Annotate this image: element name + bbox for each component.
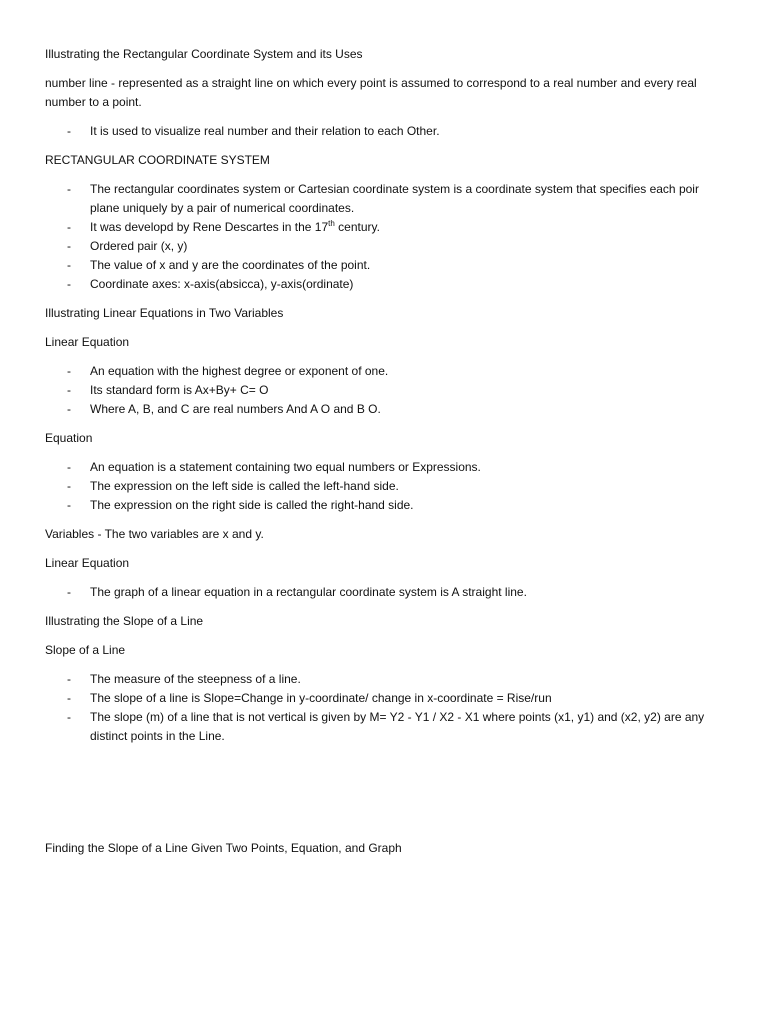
list-item-text: Ordered pair (x, y) — [90, 239, 188, 253]
list-item-text: Where A, B, and C are real numbers And A O and B O. — [90, 402, 381, 416]
list-item — [45, 708, 717, 746]
dash-bullet: - — [67, 460, 71, 474]
list-item — [45, 362, 717, 381]
list-item-text: Coordinate axes: x-axis(absicca), y-axis(ordinate) — [90, 277, 354, 291]
list-item — [45, 275, 717, 294]
list-item-text: The slope (m) of a line that is not vertical is given by M= Y2 - Y1 / X2 - X1 where points (x1, y1) and (x2, y2) are any distinct points in the Line. — [90, 710, 705, 743]
heading-finding-slope: Finding the Slope of a Line Given Two Points, Equation, and Graph — [45, 841, 402, 855]
list-item-text: The rectangular coordinates system or Cartesian coordinate system is a coordinate system that specifies each poir plane uniquely by a pair of numerical coordinates. — [90, 182, 699, 215]
list-item — [45, 256, 717, 275]
list-item — [45, 218, 717, 237]
heading-linear-equation-2: Linear Equation — [45, 556, 130, 570]
heading-rectangular-coordinate-system: Illustrating the Rectangular Coordinate System and its Uses — [45, 47, 363, 61]
heading-equation: Equation — [45, 431, 93, 445]
dash-bullet: - — [67, 182, 71, 196]
dash-bullet: - — [67, 498, 71, 512]
list-item-text: The expression on the left side is called the left-hand side. — [90, 479, 399, 493]
vertical-spacer — [45, 756, 717, 839]
list-item — [45, 122, 717, 141]
equation-list — [45, 458, 717, 515]
list-item-text: The slope of a line is Slope=Change in y-coordinate/ change in x-coordinate = Rise/run — [90, 691, 552, 705]
list-item-text: The expression on the right side is called the right-hand side. — [90, 498, 414, 512]
list-item — [45, 496, 717, 515]
rectangular-system-list — [45, 180, 717, 294]
list-item-text: It was developd by Rene Descartes in the 17 — [90, 220, 329, 234]
dash-bullet: - — [67, 585, 71, 599]
slope-list — [45, 670, 717, 746]
list-item-text: The graph of a linear equation in a rectangular coordinate system is A straight line. — [90, 585, 527, 599]
heading-rectangular-system-caps: RECTANGULAR COORDINATE SYSTEM — [45, 153, 270, 167]
list-item-text: An equation is a statement containing two equal numbers or Expressions. — [90, 460, 481, 474]
dash-bullet: - — [67, 479, 71, 493]
dash-bullet: - — [67, 383, 71, 397]
list-item — [45, 689, 717, 708]
heading-linear-equation: Linear Equation — [45, 335, 130, 349]
heading-linear-equations: Illustrating Linear Equations in Two Variables — [45, 306, 284, 320]
list-item-text: The measure of the steepness of a line. — [90, 672, 301, 686]
number-line-list — [45, 122, 717, 141]
list-item — [45, 458, 717, 477]
list-item — [45, 381, 717, 400]
dash-bullet: - — [67, 258, 71, 272]
linear-equation-list — [45, 362, 717, 419]
dash-bullet: - — [67, 124, 71, 138]
list-item-text-continued: century. — [334, 220, 380, 234]
variables-definition: Variables - The two variables are x and y. — [45, 527, 264, 541]
dash-bullet: - — [67, 710, 71, 724]
list-item-text: The value of x and y are the coordinates of the point. — [90, 258, 371, 272]
dash-bullet: - — [67, 277, 71, 291]
linear-equation-graph-list — [45, 583, 717, 602]
list-item — [45, 400, 717, 419]
document-page — [45, 45, 717, 868]
heading-slope-illustrating: Illustrating the Slope of a Line — [45, 614, 204, 628]
list-item — [45, 237, 717, 256]
superscript: th — [328, 219, 335, 228]
list-item — [45, 477, 717, 496]
list-item-text: An equation with the highest degree or exponent of one. — [90, 364, 389, 378]
dash-bullet: - — [67, 239, 71, 253]
dash-bullet: - — [67, 691, 71, 705]
list-item-text: Its standard form is Ax+By+ C= O — [90, 383, 269, 397]
dash-bullet: - — [67, 220, 71, 234]
heading-slope-of-line: Slope of a Line — [45, 643, 126, 657]
list-item-text: It is used to visualize real number and their relation to each Other. — [90, 124, 440, 138]
dash-bullet: - — [67, 672, 71, 686]
dash-bullet: - — [67, 402, 71, 416]
list-item — [45, 670, 717, 689]
number-line-definition: number line - represented as a straight line on which every point is assumed to correspond to a real number and every real number to a point. — [45, 76, 697, 109]
list-item — [45, 180, 717, 218]
list-item — [45, 583, 717, 602]
dash-bullet: - — [67, 364, 71, 378]
